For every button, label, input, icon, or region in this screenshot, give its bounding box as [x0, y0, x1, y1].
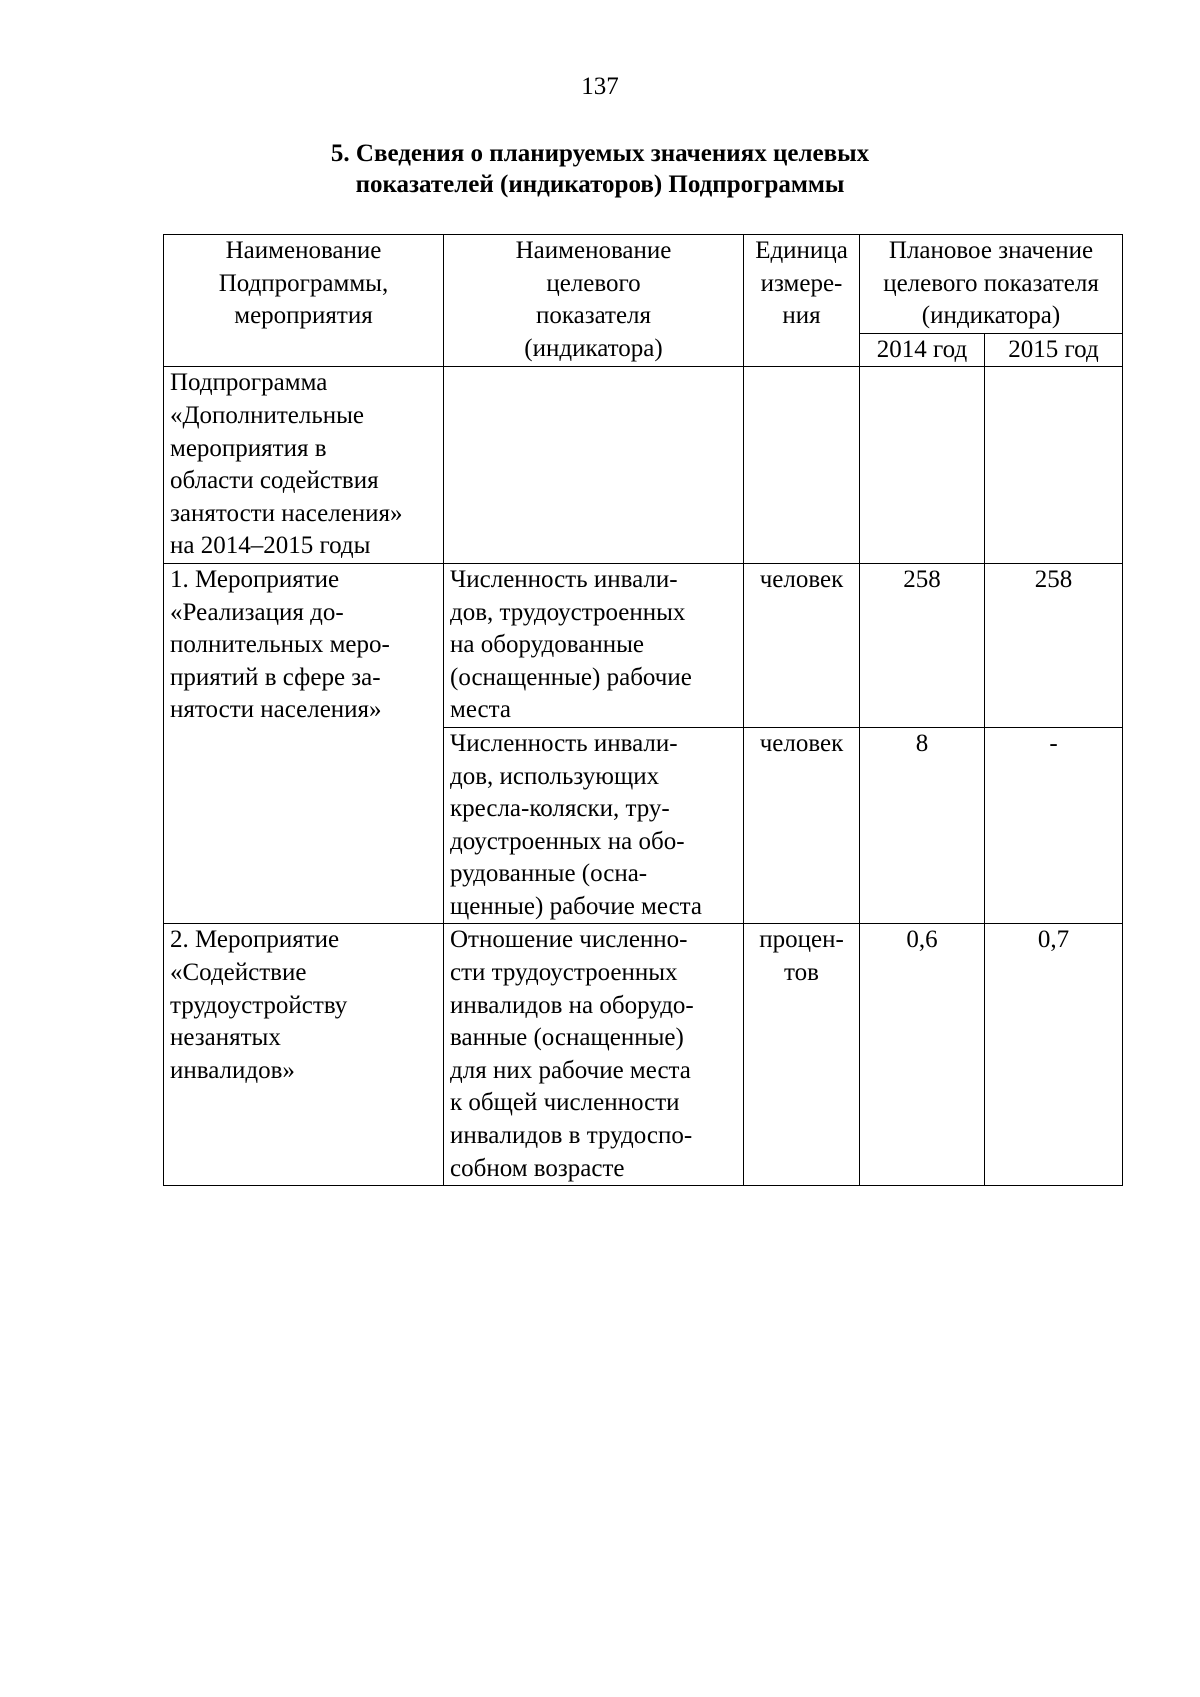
title-line-2: показателей (индикаторов) Подпрограммы: [355, 171, 845, 198]
indicators-table: [163, 234, 1123, 1186]
header-unit: Единица измере- ния: [744, 235, 860, 367]
header-row: [164, 235, 1123, 334]
table-row-measure2: [164, 924, 1123, 1186]
value-2015-cell: -: [985, 727, 1123, 924]
table-row-measure1-indicator1: [164, 563, 1123, 727]
header-year-2015: 2015 год: [985, 333, 1123, 367]
page-number: 137: [581, 73, 619, 100]
title-line-1: 5. Сведения о планируемых значениях целевых: [330, 140, 870, 167]
value-2015-cell: 258: [985, 563, 1123, 727]
indicator-name-cell: Отношение численно- сти трудоустроенных инвалидов на оборудо- ванные (оснащенные) для них рабочие места к общей численности инвалидов в трудоспо- собном возрасте: [444, 924, 744, 1186]
subprogram-name-cell: Подпрограмма «Дополнительные мероприятия в области содействия занятости населения» на 2014–2015 годы: [164, 367, 444, 564]
header-year-2014: 2014 год: [860, 333, 985, 367]
measure2-name-cell: 2. Мероприятие «Содействие трудоустройству незанятых инвалидов»: [164, 924, 444, 1186]
section-title: [0, 138, 1200, 200]
empty-cell: [744, 367, 860, 564]
value-2014-cell: 0,6: [860, 924, 985, 1186]
table-row-subprogram: [164, 367, 1123, 564]
empty-cell: [444, 367, 744, 564]
value-2015-cell: 0,7: [985, 924, 1123, 1186]
unit-cell: человек: [744, 727, 860, 924]
value-2014-cell: 258: [860, 563, 985, 727]
header-planned-value: Плановое значение целевого показателя (индикатора): [860, 235, 1123, 334]
header-subprogram-name: Наименование Подпрограммы, мероприятия: [164, 235, 444, 367]
value-2014-cell: 8: [860, 727, 985, 924]
header-indicator-name: Наименование целевого показателя (индикатора): [444, 235, 744, 367]
indicator-name-cell: Численность инвали- дов, трудоустроенных на оборудованные (оснащенные) рабочие места: [444, 563, 744, 727]
measure1-name-cell: 1. Мероприятие «Реализация до- полнительных меро- приятий в сфере за- нятости населения»: [164, 563, 444, 924]
unit-cell: человек: [744, 563, 860, 727]
unit-cell: процен- тов: [744, 924, 860, 1186]
empty-cell: [985, 367, 1123, 564]
indicator-name-cell: Численность инвали- дов, использующих кресла-коляски, тру- доустроенных на обо- рудованные (осна- щенные) рабочие места: [444, 727, 744, 924]
empty-cell: [860, 367, 985, 564]
